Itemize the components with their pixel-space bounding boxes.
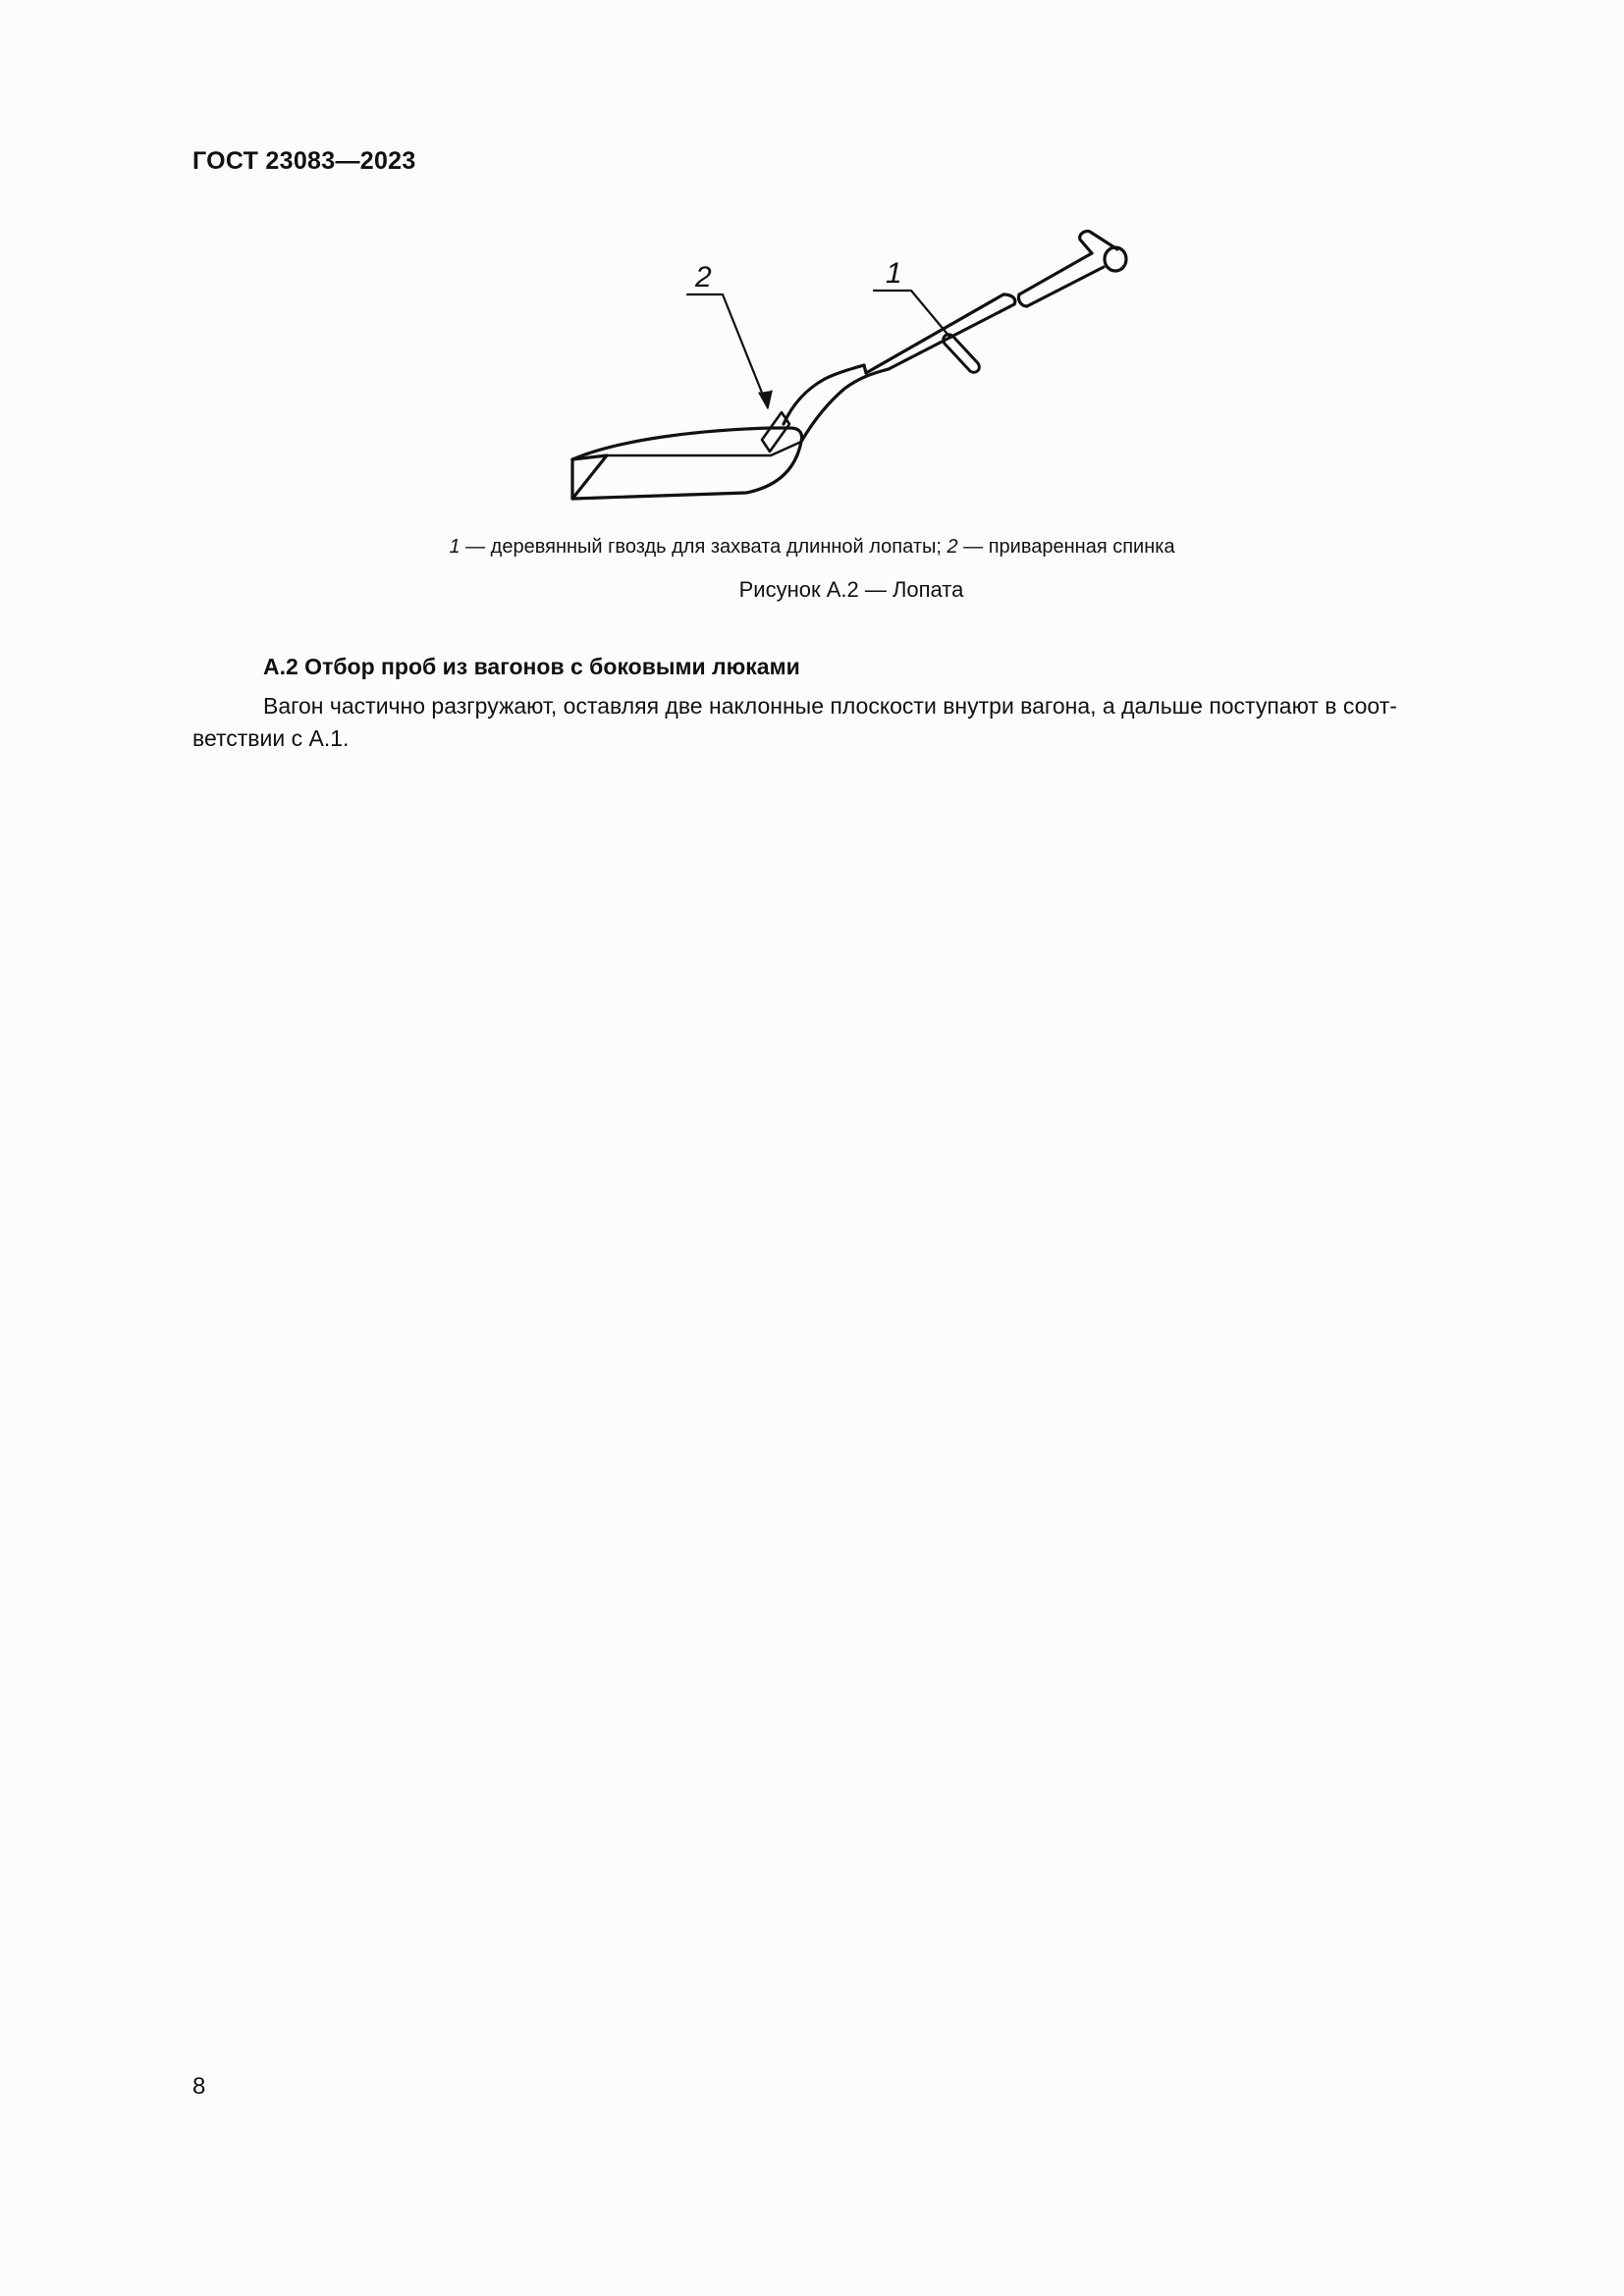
legend-text-1: — деревянный гвоздь для захвата длинной лопаты; [460, 536, 947, 558]
figure-legend [0, 536, 1624, 559]
shovel-neck-inner [784, 365, 864, 424]
page-number: 8 [192, 2073, 206, 2100]
shovel-neck [801, 369, 889, 442]
leader-line-2 [687, 294, 766, 402]
section-heading: А.2 Отбор проб из вагонов с боковыми люками [263, 654, 800, 679]
wooden-nail [944, 335, 980, 373]
handle-grip [1080, 231, 1117, 253]
section-paragraph [192, 690, 1508, 755]
handle-lower-top [864, 294, 1003, 373]
handle-upper [1027, 267, 1104, 306]
blade-outline [572, 428, 802, 499]
shovel-figure [550, 216, 1159, 510]
figure-caption: Рисунок А.2 — Лопата [738, 577, 964, 602]
document-header: ГОСТ 23083—2023 [192, 147, 416, 175]
callout-2: 2 [695, 261, 712, 294]
handle-lower-end [1003, 294, 1015, 304]
blade-end-face [572, 455, 607, 499]
handle-grip-cap [1105, 247, 1126, 271]
legend-text-2: — приваренная спинка [957, 536, 1175, 558]
legend-key-2: 2 [947, 536, 958, 558]
callout-1: 1 [886, 257, 902, 290]
paragraph-line-2: ветствии с А.1. [192, 725, 350, 751]
shovel-drawing [550, 216, 1159, 510]
paragraph-line-1: Вагон частично разгружают, оставляя две наклонные плоскости внутри вагона, а дальше поступают в соот- [263, 693, 1397, 719]
handle-upper-top [1019, 253, 1092, 294]
legend-key-1: 1 [449, 536, 460, 558]
arrowhead-2 [759, 391, 772, 408]
handle-upper-end [1018, 294, 1027, 306]
